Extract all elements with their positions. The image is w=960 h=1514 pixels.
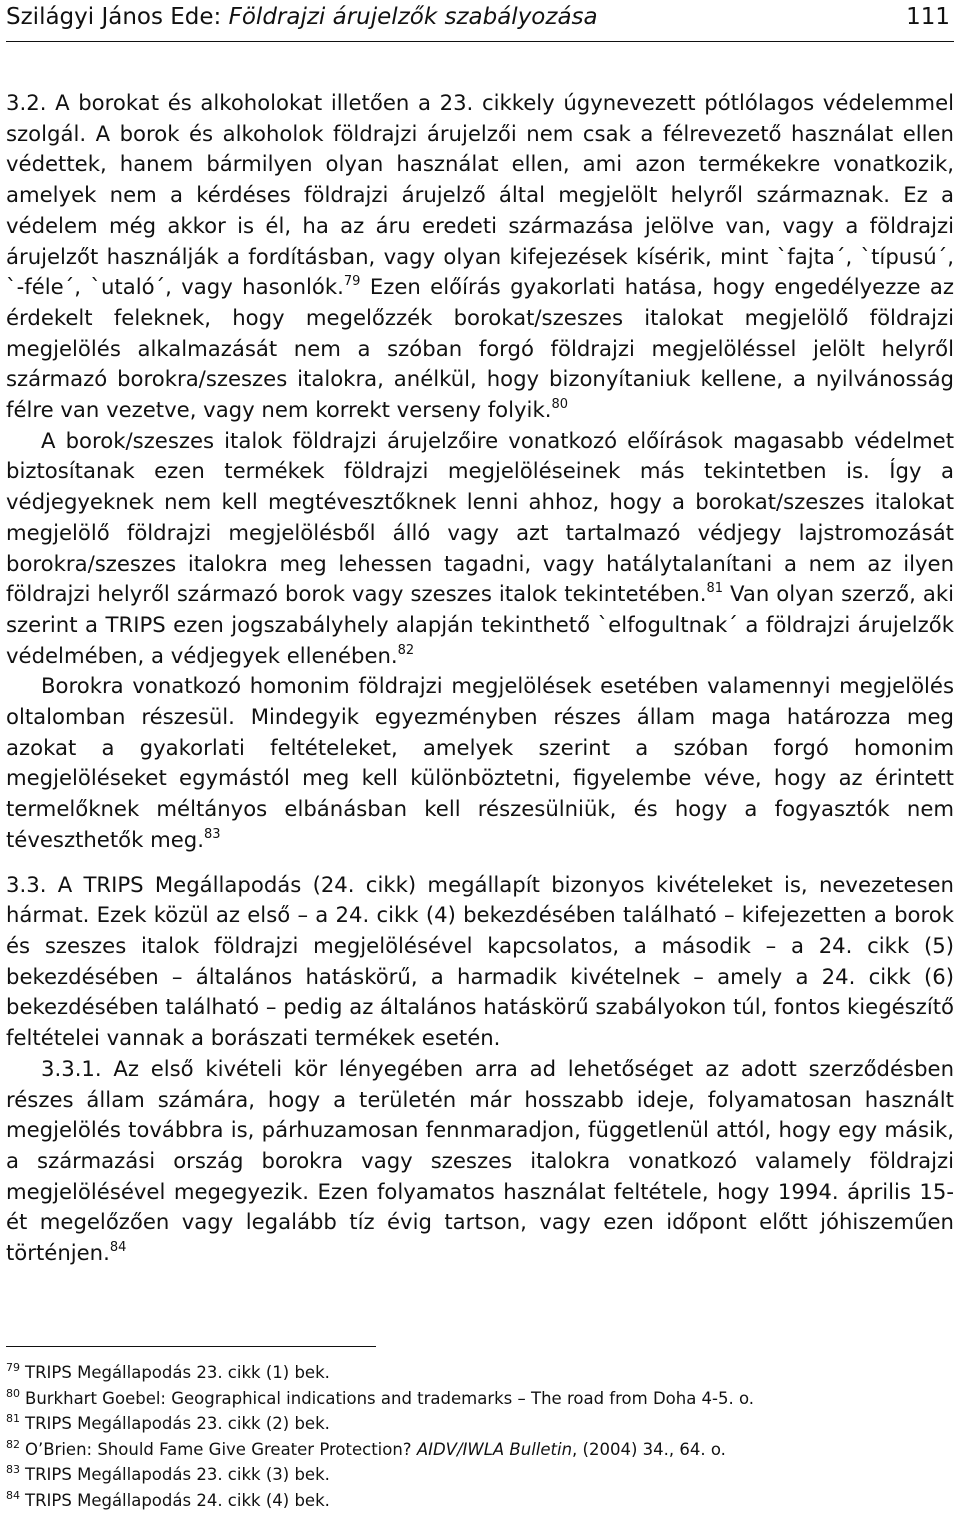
footnote-ref-83: 83 <box>203 826 221 842</box>
paragraph-text: 3.3. A TRIPS Megállapodás (24. cikk) megállapít bizonyos kivételeket is, nevezetesen hármat. Ezek közül az első – a 24. cikk (4) bekezdésében található – kifejezetten a borok és szeszes italok földrajzi megjelölésével kapcsolatos, a második – a 24. cikk (5) bekezdésében – általános hatáskörű, a harmadik kivételnek – amely a 24. cikk (6) bekezdésében található – pedig az általános hatáskörű szabályokon túl, fontos kiegészítő feltételei vannak a borászati termékek esetén. <box>6 871 954 1051</box>
main-text <box>6 88 954 1269</box>
paragraph-3-3 <box>6 870 954 1054</box>
paragraph-homonym <box>6 671 954 855</box>
footnote-83: $^{83}$ TRIPS Megállapodás 23. cikk (3) bek. <box>6 1463 330 1484</box>
footnote-82: $^{82}$ O’Brien: Should Fame Give Greater Protection? AIDV/IWLA Bulletin, (2004) 34., 64. o. <box>6 1437 726 1459</box>
footnote-ref-84: 84 <box>109 1240 127 1256</box>
footnote-text: TRIPS Megállapodás 23. cikk (2) bek. <box>25 1414 330 1433</box>
paragraph-protection <box>6 426 954 672</box>
paragraph-text: Borokra vonatkozó homonim földrajzi megjelölések esetében valamennyi megjelölés oltalomban részesül. Mindegyik egyezményben részes állam maga határozza meg azokat a gyakorlati feltételeket, amelyek szerint a szóban forgó homonim megjelöléseket egymástól meg kell különböztetni, figyelembe véve, hogy az érintett termelőknek méltányos elbánásban kell részesülniük, és hogy a fogyasztók nem téveszthetők meg. <box>6 673 954 852</box>
footnote-rule <box>6 1346 376 1347</box>
paragraph-text: A borok/szeszes italok földrajzi árujelzőire vonatkozó előírások magasabb védelmet biztosítanak ezen termékek földrajzi megjelöléseinek más tekintetben is. Így a védjegyeknek nem kell megtévesztőknek lenni ahhoz, hogy a borokat/szeszes italokat megjelölő földrajzi megjelölésből álló vagy azt tartalmazó védjegy lajstromozását borokra/szeszes italokra meg lehessen tagadni, vagy hatálytalanítani a nem az ilyen földrajzi helyről származó borok vagy szeszes italok tekintetében. <box>6 427 954 607</box>
footnote-ref-82: 82 <box>397 642 415 658</box>
paragraph-text: 3.3.1. Az első kivételi kör lényegében arra ad lehetőséget az adott szerződésben részes állam számára, hogy a területén már hosszabb ideje, folyamatosan használt megjelölés továbbra is, párhuzamosan fennmaradjon, függetlenül attól, hogy egy másik, a származási ország borokra vagy szeszes italokra vonatkozó valamely földrajzi megjelölésével megegyezik. Ezen folyamatos használat feltétele, hogy 1994. április 15-ét megelőzően vagy legalább tíz évig tartson, vagy ezen időpont előtt jóhiszeműen történjen. <box>6 1055 954 1266</box>
header-title: Földrajzi árujelzők szabályozása <box>228 4 598 30</box>
footnote-text: TRIPS Megállapodás 24. cikk (4) bek. <box>25 1490 330 1510</box>
footnote-text: TRIPS Megállapodás 23. cikk (1) bek. <box>25 1363 330 1382</box>
footnote-80: $^{80}$ Burkhart Goebel: Geographical indications and trademarks – The road from Doha 4-5. o. <box>6 1386 755 1408</box>
paragraph-text: 3.2. A borokat és alkoholokat illetően a 23. cikkely úgynevezett pótlólagos védelemmel szolgál. A borok és alkoholok földrajzi árujelzői nem csak a félrevezető használat ellen védettek, hanem bármilyen olyan használat ellen, ami azon termékekre vonatkozik, amelyek nem a kérdéses földrajzi árujelző által megjelölt helyről származnak. Ez a védelem még akkor is él, ha az áru eredeti származása jelölve van, vagy a földrajzi árujelzőt használják a fordításban, vagy olyan kifejezések kísérik, mint `fajta´, `típusú´, `-féle´, `utaló´, vagy hasonlók. <box>6 90 954 300</box>
paragraph-3-2 <box>6 88 954 426</box>
footnote-text: TRIPS Megállapodás 23. cikk (3) bek. <box>25 1465 330 1484</box>
footnote-text: O’Brien: Should Fame Give Greater Protection? <box>25 1439 417 1459</box>
footnote-ref-80: 80 <box>551 397 568 413</box>
footnote-84: $^{84}$ TRIPS Megállapodás 24. cikk (4) bek. <box>6 1488 330 1510</box>
paragraph-3-3-1 <box>6 1054 954 1269</box>
running-header <box>6 2 954 38</box>
footnote-ref-81: 81 <box>706 581 724 597</box>
footnotes <box>6 1360 954 1513</box>
footnote-text: Burkhart Goebel: Geographical indications and trademarks – The road from Doha 4-5. o. <box>25 1388 755 1408</box>
page-number: 111 <box>906 4 950 30</box>
footnote-81: $^{81}$ TRIPS Megállapodás 23. cikk (2) bek. <box>6 1412 330 1433</box>
paragraph-text: Ezen előírás gyakorlati hatása, hogy engedélyezze az érdekelt feleknek, hogy megelőzzék borokat/szeszes italokat megjelölő földrajzi megjelölés alkalmazását nem a szóban forgó földrajzi megjelöléssel jelölt helyről származó borokra/szeszes italokra, anélkül, hogy bizonyítaniuk kellene, a nyilvánosság félre van vezetve, vagy nem korrekt verseny folyik. <box>6 274 954 423</box>
footnote-journal: AIDV/IWLA Bulletin <box>416 1439 573 1459</box>
header-author: Szilágyi János Ede: <box>6 4 229 30</box>
paragraph-text: Van olyan szerző, aki szerint a TRIPS ezen jogszabályhely alapján tekinthető `elfogultnak´ a földrajzi árujelzők védelmében, a védjegyek ellenében. <box>6 581 954 668</box>
footnote-text: , (2004) 34., 64. o. <box>572 1439 726 1459</box>
header-rule <box>6 41 954 42</box>
footnote-ref-79: 79 <box>343 274 361 290</box>
footnote-79: $^{79}$ TRIPS Megállapodás 23. cikk (1) bek. <box>6 1361 330 1382</box>
